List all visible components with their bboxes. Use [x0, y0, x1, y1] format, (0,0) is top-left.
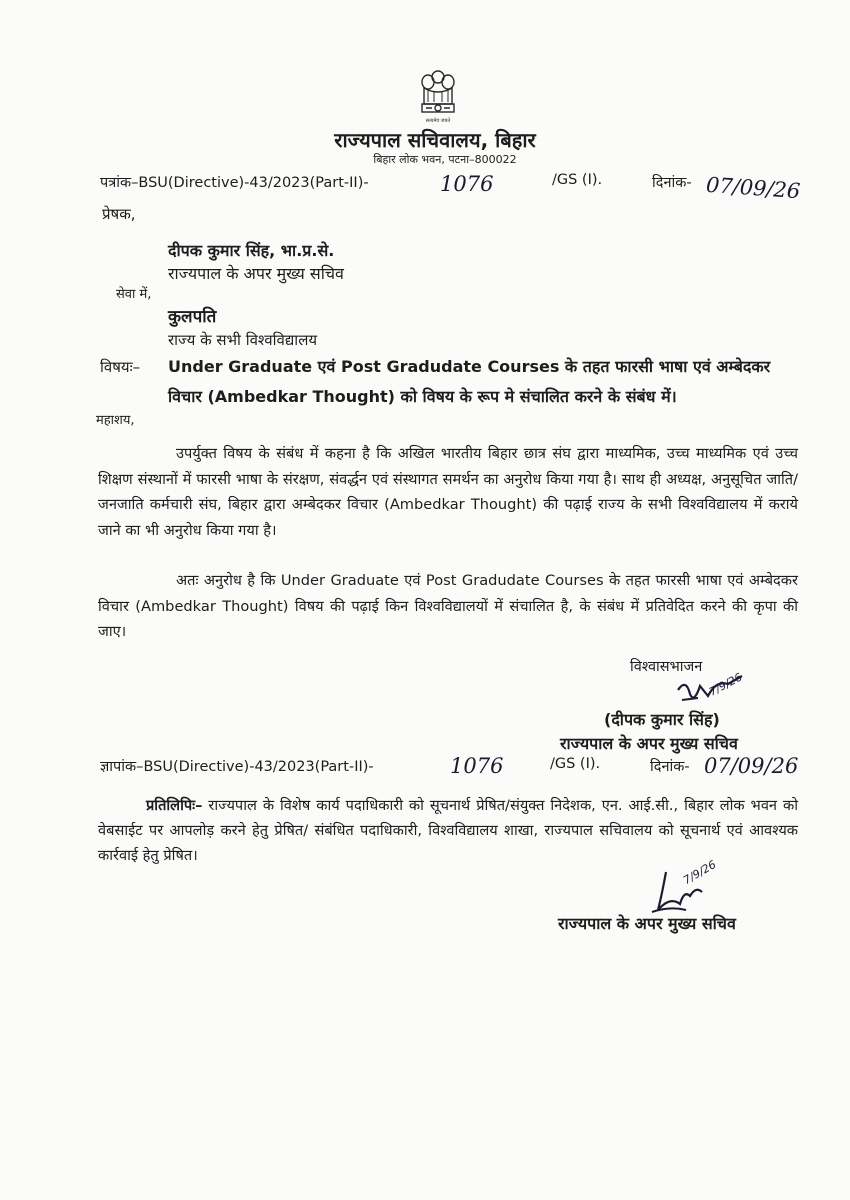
body-paragraph-1: उपर्युक्त विषय के संबंध में कहना है कि अखिल भारतीय बिहार छात्र संघ द्वारा माध्यमिक, उच्च माध्यमिक एवं उच्च शिक्षण संस्थानों में फारसी भाषा के संरक्षण, संवर्द्धन एवं संस्थागत समर्थन का अनुरोध किया गया है। साथ ही अध्यक्ष, अनुसूचित जाति/जनजाति कर्मचारी संघ, बिहार द्वारा अम्बेदकर विचार (Ambedkar Thought) की पढ़ाई राज्य के सभी विश्वविद्यालय में कराये जाने का भी अनुरोध किया गया है। — [98, 445, 798, 539]
subject-line-1: Under Graduate एवं Post Gradudate Courses के तहत फारसी भाषा एवं अम्बेदकर — [168, 357, 771, 376]
copy-sign-date: 7/9/26 — [681, 858, 719, 887]
letter-handwritten-date: 07/09/26 — [705, 172, 802, 204]
body-paragraph-2: अतः अनुरोध है कि Under Graduate एवं Post Gradudate Courses के तहत फारसी भाषा एवं अम्बेदकर विचार (Ambedkar Thought) विषय की पढ़ाई किन विश्वविद्यालयों में संचालित है, के संबंध में प्रतिवेदित करने की कृपा की जाए। — [98, 572, 798, 640]
letter-handwritten-number: 1076 — [440, 172, 494, 196]
emblem-motto: सत्यमेव जयते — [425, 118, 451, 124]
national-emblem-icon — [414, 68, 462, 128]
letter-ref-label: पत्रांक– — [100, 175, 139, 191]
copy-paragraph — [98, 793, 798, 868]
office-title: राज्यपाल सचिवालय, बिहार — [334, 128, 536, 152]
letter-ref-number — [100, 172, 369, 192]
closing-name: (दीपक कुमार सिंह) — [604, 710, 720, 729]
sender-label: प्रेषक, — [102, 205, 136, 223]
subject-label: विषयः– — [100, 358, 141, 376]
letter-date-label: दिनांक- — [652, 175, 692, 191]
recipient-label: सेवा में, — [116, 287, 152, 302]
memo-handwritten-date: 07/09/26 — [704, 754, 799, 778]
recipient-title: कुलपति — [168, 307, 217, 327]
copy-text: राज्यपाल के विशेष कार्य पदाधिकारी को सूचनार्थ प्रेषित/संयुक्त निदेशक, एन. आई.सी., बिहार लोक भवन को वेबसाईट पर आपलोड़ करने हेतु प्रेषित/ संबंधित पदाधिकारी, विश्वविद्यालय शाखा, राज्यपाल सचिवालय को सूचनार्थ एवं आवश्यक कार्रवाई हेतु प्रेषित। — [98, 797, 799, 864]
sender-name: दीपक कुमार सिंह, भा.प्र.से. — [168, 241, 335, 260]
closing-designation: राज्यपाल के अपर मुख्य सचिव — [560, 734, 738, 753]
office-address: बिहार लोक भवन, पटना–800022 — [373, 153, 517, 166]
recipient-detail: राज्य के सभी विश्वविद्यालय — [168, 331, 318, 349]
copy-label: प्रतिलिपिः– — [146, 797, 203, 814]
closing-yours: विश्वासभाजन — [630, 659, 703, 675]
memo-handwritten-number: 1076 — [450, 754, 504, 778]
salutation: महाशय, — [96, 413, 135, 428]
memo-ref-number — [100, 756, 374, 776]
memo-date-label: दिनांक- — [650, 759, 690, 775]
memo-ref-label: ज्ञापांक– — [100, 759, 144, 775]
memo-ref-code: BSU(Directive)-43/2023(Part-II)- — [143, 759, 374, 775]
letter-ref-code: BSU(Directive)-43/2023(Part-II)- — [138, 175, 369, 191]
closing-sign-date: 7/9/26 — [707, 670, 745, 699]
letter-ref-suffix: /GS (I). — [552, 172, 603, 188]
sender-designation: राज्यपाल के अपर मुख्य सचिव — [168, 264, 344, 283]
subject-line-2: विचार (Ambedkar Thought) को विषय के रूप मे संचालित करने के संबंध में। — [168, 387, 677, 406]
copy-designation: राज्यपाल के अपर मुख्य सचिव — [558, 914, 736, 933]
memo-ref-suffix: /GS (I). — [550, 756, 601, 772]
